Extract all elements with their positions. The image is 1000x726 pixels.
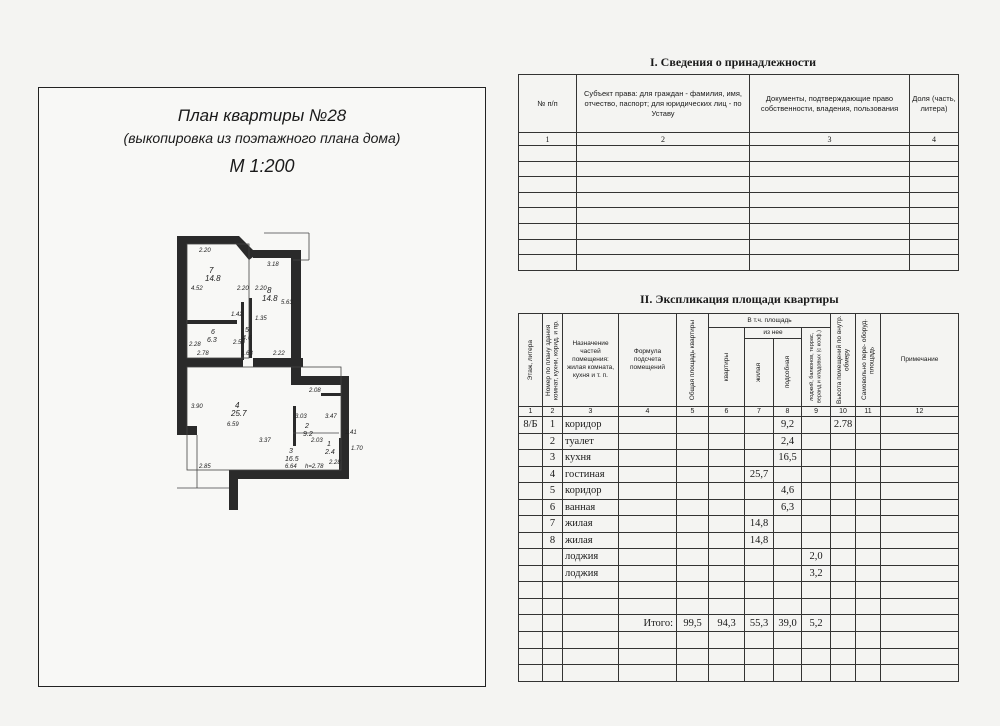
total-area-cell bbox=[677, 433, 709, 450]
unauth-cell bbox=[856, 516, 881, 533]
col-number: 4 bbox=[910, 133, 959, 146]
note-cell bbox=[881, 466, 959, 483]
col-header: Субъект права: для граждан - фамилия, имя, отчество, паспорт; для юридических лиц - по Уставу bbox=[577, 75, 750, 133]
height-cell bbox=[831, 516, 856, 533]
col-header: Номер по плану здания комнат, кухни, корид. и пр. bbox=[543, 314, 563, 407]
loggia-area-cell bbox=[802, 483, 831, 500]
col-header: Примечание bbox=[881, 314, 959, 407]
apartment-area-cell bbox=[709, 450, 745, 467]
room-name-cell: кухня bbox=[563, 450, 619, 467]
plan-number-cell: 8 bbox=[543, 532, 563, 549]
dim-label: h=2.78 bbox=[305, 464, 324, 470]
total-area-cell bbox=[677, 565, 709, 582]
dim-label: 3.03 bbox=[295, 414, 307, 420]
plan-number-cell: 2 bbox=[543, 433, 563, 450]
room-8-area: 14.8 bbox=[262, 294, 278, 303]
total-area-cell bbox=[677, 450, 709, 467]
total-living: 55,3 bbox=[745, 615, 774, 632]
dim-label: 2.20 bbox=[255, 286, 267, 292]
room-7-number: 7 bbox=[209, 266, 214, 275]
dim-label: 6.64 bbox=[285, 464, 297, 470]
room-3-area: 16.5 bbox=[285, 456, 299, 463]
room-name-cell: коридор bbox=[563, 417, 619, 434]
aux-area-cell bbox=[774, 565, 802, 582]
col-number: 2 bbox=[577, 133, 750, 146]
dim-label: 4.52 bbox=[191, 286, 203, 292]
floor-cell bbox=[519, 466, 543, 483]
explication-section-title: II. Экспликация площади квартиры bbox=[640, 292, 839, 306]
dim-label: 1.42 bbox=[231, 312, 243, 318]
col-number: 1 bbox=[519, 407, 543, 417]
unauth-cell bbox=[856, 433, 881, 450]
dim-label: 1.35 bbox=[255, 316, 267, 322]
col-number: 8 bbox=[774, 407, 802, 417]
room-name-cell: жилая bbox=[563, 532, 619, 549]
col-number: 1 bbox=[519, 133, 577, 146]
col-number: 6 bbox=[709, 407, 745, 417]
room-name-cell: коридор bbox=[563, 483, 619, 500]
total-area-cell bbox=[677, 516, 709, 533]
table-row bbox=[519, 516, 959, 533]
note-cell bbox=[881, 565, 959, 582]
note-cell bbox=[881, 450, 959, 467]
table-row bbox=[519, 177, 959, 193]
height-cell bbox=[831, 433, 856, 450]
room-name-cell: лоджия bbox=[563, 565, 619, 582]
apartment-area-cell bbox=[709, 417, 745, 434]
note-cell bbox=[881, 483, 959, 500]
plan-number-cell bbox=[543, 549, 563, 566]
apartment-area-cell bbox=[709, 549, 745, 566]
living-area-cell bbox=[745, 499, 774, 516]
dim-label: 3.18 bbox=[267, 262, 279, 268]
note-cell bbox=[881, 516, 959, 533]
room-name-cell: лоджия bbox=[563, 549, 619, 566]
room-name-cell: ванная bbox=[563, 499, 619, 516]
apartment-area-cell bbox=[709, 499, 745, 516]
total-label: Итого: bbox=[619, 615, 677, 632]
table-row bbox=[519, 255, 959, 271]
plan-number-cell: 4 bbox=[543, 466, 563, 483]
total-area-cell bbox=[677, 499, 709, 516]
formula-cell bbox=[619, 549, 677, 566]
aux-area-cell: 4,6 bbox=[774, 483, 802, 500]
table-row bbox=[519, 565, 959, 582]
ownership-table bbox=[518, 74, 959, 271]
table-row bbox=[519, 192, 959, 208]
dim-label: 1.63 bbox=[241, 351, 253, 357]
col-header: Высота помещений по внутр. обмеру bbox=[831, 314, 856, 407]
total-loggia: 5,2 bbox=[802, 615, 831, 632]
col-number: 10 bbox=[831, 407, 856, 417]
unauth-cell bbox=[856, 417, 881, 434]
col-number: 11 bbox=[856, 407, 881, 417]
col-header: № п/п bbox=[519, 75, 577, 133]
table-row bbox=[519, 161, 959, 177]
total-area-cell bbox=[677, 549, 709, 566]
col-header: Документы, подтверждающие право собственности, владения, пользования bbox=[750, 75, 910, 133]
dim-label: 2.28 bbox=[329, 460, 341, 466]
room-6-number: 6 bbox=[211, 329, 215, 336]
table-row bbox=[519, 223, 959, 239]
unauth-cell bbox=[856, 466, 881, 483]
formula-cell bbox=[619, 450, 677, 467]
dim-label: 1.41 bbox=[345, 430, 357, 436]
floor-cell: 8/Б bbox=[519, 417, 543, 434]
col-header: Доля (часть, литера) bbox=[910, 75, 959, 133]
loggia-area-cell bbox=[802, 433, 831, 450]
dim-label: 2.85 bbox=[199, 464, 211, 470]
dim-label: 2.22 bbox=[273, 351, 285, 357]
loggia-area-cell bbox=[802, 499, 831, 516]
aux-area-cell: 6,3 bbox=[774, 499, 802, 516]
apartment-area-cell bbox=[709, 433, 745, 450]
living-area-cell bbox=[745, 450, 774, 467]
formula-cell bbox=[619, 417, 677, 434]
total-area-cell bbox=[677, 466, 709, 483]
aux-area-cell bbox=[774, 532, 802, 549]
unauth-cell bbox=[856, 483, 881, 500]
aux-area-cell bbox=[774, 516, 802, 533]
dim-label: 3.90 bbox=[191, 404, 203, 410]
col-header: Назначение частей помещения: жилая комната, кухня и т. п. bbox=[563, 314, 619, 407]
aux-area-cell: 9,2 bbox=[774, 417, 802, 434]
formula-cell bbox=[619, 516, 677, 533]
loggia-area-cell: 2,0 bbox=[802, 549, 831, 566]
dim-label: 1.70 bbox=[351, 446, 363, 452]
explication-table bbox=[518, 313, 959, 682]
floor-cell bbox=[519, 499, 543, 516]
col-header: лоджий, балконов, террас, веранд и кладовых (с коэф.) bbox=[802, 328, 831, 407]
height-cell bbox=[831, 565, 856, 582]
total-row bbox=[519, 615, 959, 632]
col-header: жилая bbox=[745, 339, 774, 407]
plan-sheet bbox=[38, 87, 486, 687]
table-row bbox=[519, 483, 959, 500]
room-7-area: 14.8 bbox=[205, 274, 221, 283]
living-area-cell: 25,7 bbox=[745, 466, 774, 483]
plan-scale: М 1:200 bbox=[229, 156, 295, 176]
note-cell bbox=[881, 433, 959, 450]
room-2-number: 2 bbox=[305, 423, 309, 430]
col-header: В т.ч. площадь bbox=[709, 314, 831, 328]
room-1-area: 2.4 bbox=[325, 449, 335, 456]
aux-area-cell bbox=[774, 466, 802, 483]
table-row bbox=[519, 433, 959, 450]
ownership-section-title: I. Сведения о принадлежности bbox=[650, 55, 816, 69]
total-area-cell bbox=[677, 417, 709, 434]
col-header: из нее bbox=[745, 328, 802, 339]
apartment-area-cell bbox=[709, 516, 745, 533]
apartment-area-cell bbox=[709, 532, 745, 549]
col-header: Общая площадь квартиры bbox=[677, 314, 709, 407]
room-5-number: 5 bbox=[245, 327, 249, 334]
dim-label: 3.47 bbox=[325, 414, 337, 420]
room-2-area: 9.2 bbox=[303, 431, 313, 438]
living-area-cell bbox=[745, 549, 774, 566]
room-name-cell: жилая bbox=[563, 516, 619, 533]
total-area: 99,5 bbox=[677, 615, 709, 632]
total-area-cell bbox=[677, 532, 709, 549]
room-6-area: 6.3 bbox=[207, 337, 217, 344]
col-number: 7 bbox=[745, 407, 774, 417]
col-number: 9 bbox=[802, 407, 831, 417]
dim-label: 2.28 bbox=[189, 342, 201, 348]
col-number: 3 bbox=[750, 133, 910, 146]
aux-area-cell bbox=[774, 549, 802, 566]
height-cell: 2.78 bbox=[831, 417, 856, 434]
living-area-cell: 14,8 bbox=[745, 532, 774, 549]
loggia-area-cell bbox=[802, 516, 831, 533]
dim-label: 6.59 bbox=[227, 422, 239, 428]
floor-cell bbox=[519, 532, 543, 549]
living-area-cell bbox=[745, 417, 774, 434]
dim-label: 2.20 bbox=[199, 248, 211, 254]
height-cell bbox=[831, 450, 856, 467]
apartment-area-cell bbox=[709, 565, 745, 582]
dim-label: 3.37 bbox=[259, 438, 271, 444]
note-cell bbox=[881, 532, 959, 549]
room-name-cell: гостиная bbox=[563, 466, 619, 483]
col-header: подсобная bbox=[774, 339, 802, 407]
unauth-cell bbox=[856, 450, 881, 467]
formula-cell bbox=[619, 532, 677, 549]
floor-cell bbox=[519, 516, 543, 533]
note-cell bbox=[881, 417, 959, 434]
table-row bbox=[519, 208, 959, 224]
room-8-number: 8 bbox=[267, 286, 272, 295]
room-4-number: 4 bbox=[235, 401, 240, 410]
note-cell bbox=[881, 549, 959, 566]
aux-area-cell: 2,4 bbox=[774, 433, 802, 450]
col-number: 4 bbox=[619, 407, 677, 417]
loggia-area-cell bbox=[802, 466, 831, 483]
table-row bbox=[519, 549, 959, 566]
plan-number-cell: 5 bbox=[543, 483, 563, 500]
formula-cell bbox=[619, 483, 677, 500]
apartment-area-cell bbox=[709, 483, 745, 500]
floor-cell bbox=[519, 549, 543, 566]
height-cell bbox=[831, 483, 856, 500]
col-number: 2 bbox=[543, 407, 563, 417]
formula-cell bbox=[619, 499, 677, 516]
col-header: Самовольно пере- оборуд. площадь bbox=[856, 314, 881, 407]
loggia-area-cell bbox=[802, 450, 831, 467]
apartment-area-cell bbox=[709, 466, 745, 483]
total-aux: 39,0 bbox=[774, 615, 802, 632]
plan-number-cell: 7 bbox=[543, 516, 563, 533]
dim-label: 5.63 bbox=[281, 300, 293, 306]
table-row bbox=[519, 417, 959, 434]
loggia-area-cell bbox=[802, 532, 831, 549]
room-1-number: 1 bbox=[327, 441, 331, 448]
formula-cell bbox=[619, 565, 677, 582]
col-number: 3 bbox=[563, 407, 619, 417]
loggia-area-cell: 3,2 bbox=[802, 565, 831, 582]
unauth-cell bbox=[856, 499, 881, 516]
note-cell bbox=[881, 499, 959, 516]
height-cell bbox=[831, 549, 856, 566]
plan-number-cell: 1 bbox=[543, 417, 563, 434]
floor-cell bbox=[519, 483, 543, 500]
formula-cell bbox=[619, 433, 677, 450]
room-3-number: 3 bbox=[289, 448, 293, 455]
dim-label: 2.20 bbox=[237, 286, 249, 292]
floor-cell bbox=[519, 450, 543, 467]
dim-label: 2.03 bbox=[311, 438, 323, 444]
table-row bbox=[519, 146, 959, 162]
loggia-area-cell bbox=[802, 417, 831, 434]
living-area-cell bbox=[745, 565, 774, 582]
aux-area-cell: 16,5 bbox=[774, 450, 802, 467]
plan-title: План квартиры №28 bbox=[177, 106, 347, 125]
floor-cell bbox=[519, 565, 543, 582]
unauth-cell bbox=[856, 532, 881, 549]
dim-label: 2.08 bbox=[309, 388, 321, 394]
col-header: квартиры bbox=[709, 328, 745, 407]
plan-subtitle: (выкопировка из поэтажного плана дома) bbox=[123, 130, 401, 146]
unauth-cell bbox=[856, 549, 881, 566]
room-4-area: 25.7 bbox=[231, 409, 247, 418]
plan-number-cell bbox=[543, 565, 563, 582]
total-apartment: 94,3 bbox=[709, 615, 745, 632]
height-cell bbox=[831, 532, 856, 549]
living-area-cell bbox=[745, 433, 774, 450]
table-row bbox=[519, 532, 959, 549]
dim-label: 2.78 bbox=[197, 351, 209, 357]
total-area-cell bbox=[677, 483, 709, 500]
table-row bbox=[519, 466, 959, 483]
height-cell bbox=[831, 466, 856, 483]
plan-number-cell: 3 bbox=[543, 450, 563, 467]
col-number: 5 bbox=[677, 407, 709, 417]
plan-number-cell: 6 bbox=[543, 499, 563, 516]
col-header: Формула подсчета помещений bbox=[619, 314, 677, 407]
dim-label: 2.50 bbox=[233, 340, 245, 346]
room-name-cell: туалет bbox=[563, 433, 619, 450]
table-row bbox=[519, 239, 959, 255]
living-area-cell bbox=[745, 483, 774, 500]
formula-cell bbox=[619, 466, 677, 483]
unauth-cell bbox=[856, 565, 881, 582]
col-header: Этаж, литера bbox=[519, 314, 543, 407]
floor-cell bbox=[519, 433, 543, 450]
height-cell bbox=[831, 499, 856, 516]
col-number: 12 bbox=[881, 407, 959, 417]
table-row bbox=[519, 450, 959, 467]
living-area-cell: 14,8 bbox=[745, 516, 774, 533]
floor-plan-drawing bbox=[169, 228, 379, 528]
table-row bbox=[519, 499, 959, 516]
room-5-area: 4.6 bbox=[242, 335, 252, 342]
